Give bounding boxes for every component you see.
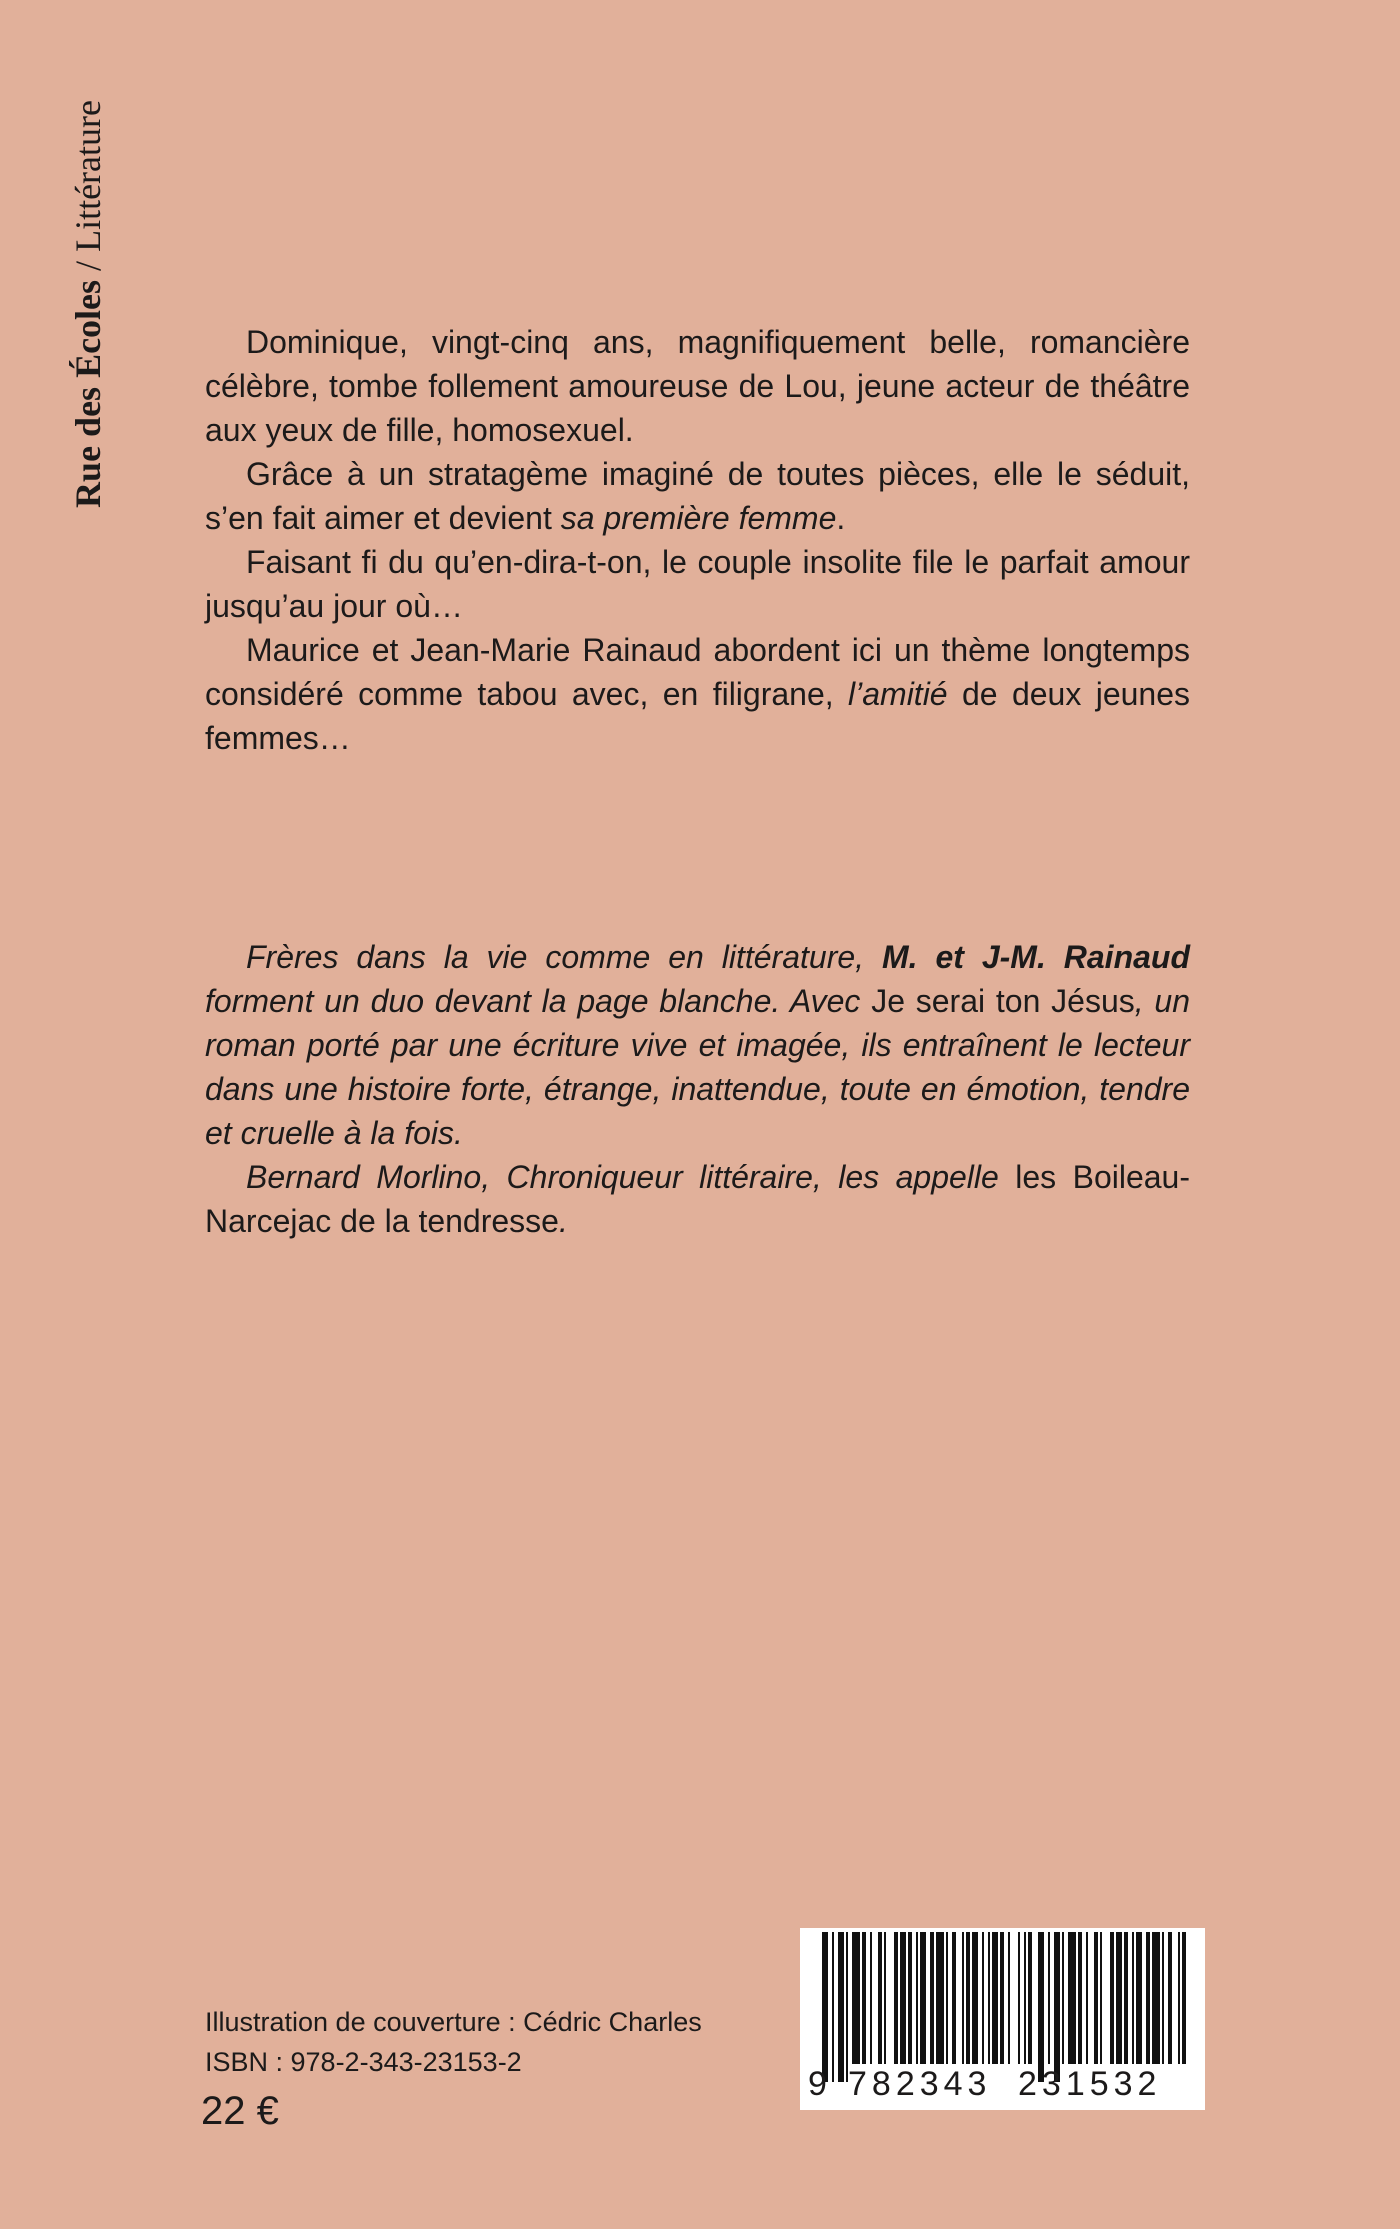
barcode-bar [1146,1932,1150,2064]
barcode-bar [972,1932,978,2064]
barcode-lead-digit: 9 [808,2065,827,2103]
barcode-bar [1116,1932,1122,2064]
barcode-bar [1028,1932,1032,2064]
barcode-bar [1168,1932,1172,2064]
barcode [800,1928,1205,2110]
barcode-bar [838,1932,844,2082]
synopsis-paragraph-2: Grâce à un stratagème imaginé de toutes pièces, elle le séduit, s’en fait aimer et devient sa première femme. [205,456,1190,536]
barcode-bar [1162,1932,1164,2064]
price: 22 € [201,2089,279,2133]
barcode-bar [1110,1932,1114,2064]
barcode-bar [908,1932,912,2064]
barcode-bar [870,1932,872,2064]
about-paragraph-1: Frères dans la vie comme en littérature, M. et J-M. Rainaud forment un duo devant la page blanche. Avec Je serai ton Jésus, un roman porté par une écriture vive et imagée, ils entraînent le lecteur dans une histoire forte, étrange, inattendue, toute en émotion, tendre et cruelle à la fois. [205,939,1191,1151]
barcode-bar [916,1932,918,2064]
barcode-bar [832,1932,834,2082]
synopsis-paragraph-4: Maurice et Jean-Marie Rainaud abordent ici un thème longtemps considéré comme tabou avec, en filigrane, l’amitié de deux jeunes femmes… [205,632,1190,756]
barcode-bar [1178,1932,1180,2064]
spine-collection-label [64,100,112,620]
barcode-bar [1048,1932,1050,2064]
barcode-bar [1054,1932,1060,2082]
author-names: M. et J-M. Rainaud [881,939,1191,975]
barcode-bar [1152,1932,1160,2064]
barcode-bar [930,1932,934,2064]
barcode-bar [1038,1932,1044,2082]
barcode-bar [852,1932,860,2064]
barcode-bar [920,1932,926,2064]
synopsis [205,320,1190,760]
book-title: Je serai ton Jésus [871,983,1135,1019]
critic-quote: les Boileau-Narcejac de la tendresse [205,1159,1191,1239]
collection-separator: / [68,251,108,280]
barcode-bar [1018,1932,1020,2064]
barcode-group-1: 782343 [848,2065,992,2103]
about-paragraph-2: Bernard Morlino, Chroniqueur littéraire, les appelle les Boileau-Narcejac de la tendresse. [205,1159,1191,1239]
barcode-bar [1100,1932,1102,2064]
barcode-bar [846,1932,848,2082]
barcode-bar [946,1932,948,2064]
barcode-bar [1132,1932,1134,2064]
illustration-credit: Illustration de couverture : Cédric Charles [205,2007,702,2037]
emphasis-premiere-femme: sa première femme [560,500,837,536]
barcode-bar [1182,1932,1186,2064]
barcode-bar [1124,1932,1128,2064]
barcode-bar [988,1932,990,2064]
barcode-bar [1008,1932,1010,2064]
barcode-bar [1086,1932,1088,2064]
barcode-bar [1068,1932,1076,2064]
barcode-bar [1078,1932,1082,2064]
barcode-bar [1024,1932,1026,2064]
barcode-bar [992,1932,998,2064]
barcode-bar [878,1932,882,2064]
barcode-bar [1062,1932,1064,2064]
collection-category: Littérature [68,100,108,252]
barcode-bar [1136,1932,1142,2064]
synopsis-paragraph-3: Faisant fi du qu’en-dira-t-on, le couple insolite file le parfait amour jusqu’au jour où… [205,544,1190,624]
barcode-bar [900,1932,906,2064]
barcode-bar [1000,1932,1004,2064]
emphasis-amitie: l’amitié [848,676,948,712]
barcode-bar [1094,1932,1098,2064]
barcode-bar [936,1932,944,2064]
barcode-bar [966,1932,970,2064]
credits [205,2002,702,2082]
barcode-group-2: 231532 [1018,2065,1162,2103]
barcode-bar [822,1932,828,2082]
barcode-bar [982,1932,984,2064]
about-authors [205,935,1190,1243]
collection-name: Rue des Écoles [68,279,108,508]
barcode-bar [962,1932,964,2064]
barcode-bar [862,1932,866,2064]
barcode-bar [894,1932,898,2064]
isbn: ISBN : 978-2-343-23153-2 [205,2047,522,2077]
synopsis-paragraph-1: Dominique, vingt-cinq ans, magnifiquement belle, romancière célèbre, tombe follement amoureuse de Lou, jeune acteur de théâtre aux yeux de fille, homosexuel. [205,324,1190,448]
barcode-bar [884,1932,886,2064]
barcode-bar [952,1932,956,2064]
